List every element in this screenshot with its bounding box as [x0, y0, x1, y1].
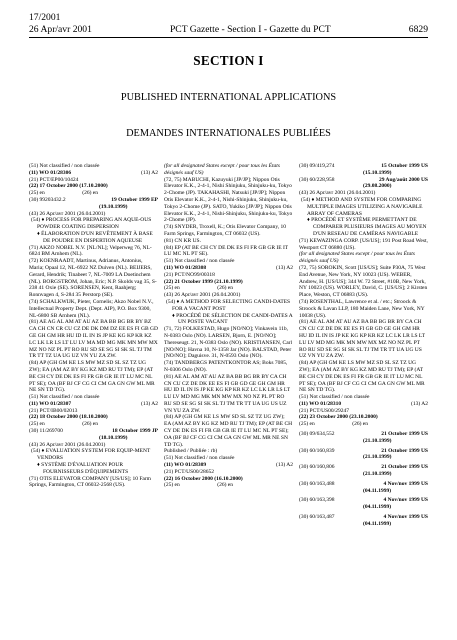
- issue-number: 17/2001: [29, 12, 61, 23]
- priority: (30) 09/419,274 15 October 1999 US: [299, 163, 428, 169]
- priority-date: (21.10.1999): [363, 454, 392, 461]
- inventors: (72, 75) SOROKIN, Scott [US/US]; Suite P30A, 75 West End Avenue, New York, NY 10023 (US). WEBER, Andrew, H. [US/US]; 344 W. 72 Street, #10B, New York, NY 10023 (US). WORLEY, David, C. [US/US]; 2 Kirsten Place, Weston, CT 06883 (US).: [299, 264, 428, 299]
- priority-date: (04.11.1999): [363, 487, 392, 494]
- applicant: (71) OTIS ELEVATOR COMPANY [US/US]; 10 Farm Springs, Farmington, CT 06032-2568 (US).: [29, 475, 151, 489]
- designation-note: (for all designated States except / pour tous les États désignés sauf US): [164, 163, 280, 176]
- priority: (30) 60/163,487 4 Nov/nov 1999 US: [299, 514, 428, 521]
- application-number: (21) PCT/IB00/02013: [29, 407, 78, 414]
- priority-date: (04.11.1999): [363, 504, 392, 511]
- applicant: (71) AKZO NOBEL N.V. [NL/NL]; Velperweg 76, NL-6824 BM Arnhem (NL).: [29, 244, 152, 258]
- priority-date: (29.08.2000): [363, 183, 392, 190]
- column-3: [299, 163, 428, 528]
- applicant: (71) KEWAZINGA CORP. [US/US]; 191 Post Road West, Westport CT 06880 (US).: [299, 237, 428, 251]
- classification: (51) Not classified / non classée: [164, 455, 235, 462]
- classification: (51) Not classified / non classée: [164, 258, 235, 265]
- priority-date: (21.10.1999): [363, 471, 392, 478]
- publication-date: (43) 26 Apr/avr 2001 (26.04.2001): [299, 190, 376, 197]
- priority-date: (21.10.1999): [363, 437, 392, 444]
- priority: (30) 60/160,839 21 October 1999 US: [299, 447, 428, 454]
- title-english: (54) ♦ METHOD AND SYSTEM FOR COMPARING MULTIPLE IMAGES UTILIZING A NAVIGABLE ARRAY OF CAMERAS: [301, 196, 423, 217]
- header-date: 26 Apr/avr 2001: [29, 24, 92, 35]
- priority: (30) 60/160,806 21 October 1999 US: [299, 464, 428, 471]
- application-number: (21) PCT/US00/29247: [299, 407, 349, 414]
- priority: (30) 99203432.2 19 October 1999 EP: [29, 196, 158, 203]
- priority-date: (15.10.1999): [363, 169, 392, 176]
- inventors: (72) KOENRAADT, Martinus, Adrianus, Antonius, Maria; Opaal 12, NL-6922 NZ Duiven (NL). BEIJERS, Gerard, Hendrik; Tinabeet 7, NL-7009 LA Doetinchem (NL). BORGSTROM, Johan, Eric; N.P. Skolds vag 35, S-238 41 Oxie (SE). SORENSEN, Kent, Raahjerg; Ronnvagen 4, S-284 35 Perstorp (SE).: [29, 258, 157, 299]
- languages: (25) en (26) en: [164, 285, 233, 292]
- application-number: (21) PCT/NO99/00318: [164, 271, 215, 278]
- application-number: (21) PCT/US00/28652: [164, 468, 214, 475]
- classification: (51) Not classified / non classée: [29, 394, 100, 401]
- filing-date: (22) 23 October 2000 (23.10.2000): [299, 414, 378, 421]
- priority-list: [299, 431, 428, 528]
- priority-date: (04.11.1999): [363, 520, 392, 527]
- filing-date: (22) 21 October 1999 (21.10.1999): [164, 278, 243, 285]
- languages: (25) en (26) en: [299, 421, 368, 428]
- publication-date: (43) 26 Apr/avr 2001 (26.04.2001): [164, 292, 241, 299]
- inventors: (72, 75) MABUCHI, Kazuyuki [JP/JP]; Nippon Otis Elevator K.K., 2-4-1, Nishi Shinjuku, Shinjuku-ku, Tokyo 2-Chome (JP). TAKAHASHI, Natsuki [JP/JP]; Nippon Otis Elevator K.K., 2-4-1, Nishi-Shinjuku, Shinjuku-ku, Tokyo 2-Chome (JP). SATO, Yukiko [JP/JP]; Nippon Otis Elevator K.K., 2-4-1, Nishi-Shinjuku, Shinjuku-ku, Tokyo 2-Chome (JP).: [164, 176, 293, 224]
- section-subtitle-french: DEMANDES INTERNATIONALES PUBLIÉES: [126, 128, 331, 139]
- languages: (25) en (26) en: [29, 421, 98, 428]
- header-page-number: 6829: [408, 24, 428, 35]
- section-subtitle-english: PUBLISHED INTERNATIONAL APPLICATIONS: [120, 92, 337, 103]
- priority: (30) 60/228,958 29 Aug/août 2000 US: [299, 176, 428, 183]
- publication-number: (11) WO 01/28306 (13) A2: [29, 169, 158, 176]
- designation-note: (for all designated States except / pour tous les États désignés sauf US): [299, 251, 415, 265]
- column-2: [164, 163, 293, 489]
- designated-states-regional: (84) AP (GH GM KE LS MW MZ SD SL SZ TZ UG ZW); EA (AM AZ BY KG KZ MD RU TJ TM); EP (AT BE CH CY DE DK ES FI FR GB GR IE IT LU MC NL PT SE); OA (BF BJ CF CG CI CM GA GN GW ML MR NE SN TD TG).: [29, 360, 155, 394]
- applicants-inventors: (71, 72) FOLKESTAD, Hugo [NO/NO]; Vinkavein 11b, N-0383 Oslo (NO). LARSEN, Bjorn, E. [NO/NO]; Thereseugt. 21, N-0383 Oslo (NO). KRISTIANSEN, Carl [NO/NO]; Havna 10, N-1358 Jar (NO). BALSTAD, Peter [NO/NO]; Daguisve. 31, N-0593 Oslo (NO).: [164, 326, 293, 360]
- title-french: ♦ SYSTÈME D'ÉVALUATION POUR FOURNISSEURS D'ÉQUIPEMENTS: [37, 462, 129, 475]
- publication-number: (11) WO 01/28309 (13) A2: [164, 462, 293, 469]
- publication-date: (43) 26 Apr/avr 2001 (26.04.2001): [29, 210, 106, 217]
- priority-date: (18.10.1999): [99, 434, 128, 441]
- designated-states-national: (81) CN KR US.: [164, 237, 201, 244]
- running-header: [29, 24, 428, 35]
- publication-date: (43) 26 Apr/avr 2001 (26.04.2001): [29, 441, 106, 448]
- title-english: (54) ♦ PROCESS FOR PREPARING AN AQUE-OUS POWDER COATING DISPERSION: [31, 217, 152, 231]
- designated-states-national: (81) AE AL AM AT AU AZ BA BB BG BR BY CA CH CN CU CZ DE DK EE ES FI GB GD GE GH GM HR HU ID IL IN IS JP KE KG KP KR KZ LC LK LR LS LT LU LV MD MG MK MN MW MX NO NZ PL PT RO RU SD SE SG SI SK SL TJ TM TR TT UA UG US UZ VN YU ZA ZW.: [164, 373, 291, 414]
- application-number: (21) PCT/EP00/10424: [29, 176, 79, 183]
- priority: (30) 11/269700 18 October 1999 JP: [29, 428, 158, 435]
- designated-states-regional: (84) AP (GH GM KE LS MW MZ SD SL SZ TZ UG ZW); EA (AM AZ BY KG KZ MD RU TJ TM); EP (AT BE CH CY DE DK ES FI FR GB GR IE IT LU MC NL PT SE); OA (BF BJ CF CG CI CM GA GN GW ML MR NE SN TD TG).: [299, 360, 425, 394]
- agent: (74) ROSENTHAL, Lawrence et al. / etc.; Stroock & Stroock & Lavan LLP, 180 Maiden Lane, New York, NY 10038 (US).: [299, 298, 425, 319]
- languages: (25) en (26) en: [164, 482, 233, 489]
- title-french: ♦ PROCÉDÉ DE SÉLECTION DE CANDI-DATES A UN POSTE VACANT: [172, 312, 293, 326]
- publication-number: (11) WO 01/28308 (13) A2: [164, 264, 293, 271]
- designated-states-national: (81) AE AL AM AT AU AZ BA BB BG BR BY CA CH CN CU CZ DE DK EE ES FI GB GD GE GH GM HR HU ID IL IN IS JP KE KG KP KR KZ LC LK LR LS LT LU LV MD MG MK MN MW MX MZ NO NZ PL PT RO RU SD SE SG SI SK SL TJ TM TR TT UA UG US UZ VN YU ZA ZW.: [299, 319, 426, 360]
- filing-date: (22) 16 October 2000 (16.10.2000): [164, 475, 243, 482]
- title-french: ♦ ÉLABORATION D'UN REVÊTEMENT À BASE DE POUDRE EN DISPERTION AQUEUSE: [37, 230, 153, 244]
- agent: (74) SNYDER, Troxell, K.; Otis Elevator Company, 10 Farm Springs, Farmington, CT 06032 (US).: [164, 224, 287, 237]
- designated-states-regional: (84) EP (AT BE CH CY DE DK ES FI FR GB GR IE IT LU MC NL PT SE).: [164, 244, 289, 258]
- languages: (25) en (26) en: [29, 190, 98, 197]
- filing-date: (22) 17 October 2000 (17.10.2000): [29, 183, 108, 190]
- header-gazette-title: PCT Gazette - Section I - Gazette du PCT: [169, 24, 331, 35]
- column-1: [29, 163, 158, 489]
- agent: (74) SCHALKWIJK, Pieter, Cornelis; Akzo Nobel N.V., Intellectual Property Dept. (Dept. AIP), P.O. Box 9300, NL-6800 SB Arnhem (NL).: [29, 298, 154, 319]
- designated-states-national: (81) AE AG AL AM AT AU AZ BA BB BG BR BY BZ CA CH CN CR CU CZ DE DK DM DZ EE ES FI GB GD GE GH GM HR HU ID IL IN IS JP KE KG KP KR KZ LC LK LR LS LT LU LV MA MD MG MK MN MW MX MZ NO NZ PL PT RO RU SD SE SG SI SK SL TJ TM TR TT TZ UA UG UZ VN YU ZA ZW.: [29, 319, 158, 360]
- title-english: (54) ♦ A METHOD FOR SELECTING CANDI-DATES FOR A VACANT POST: [166, 298, 291, 312]
- section-title: SECTION I: [193, 53, 264, 68]
- priority: (30) 60/163,488 4 Nov/nov 1999 US: [299, 480, 428, 487]
- agent: (74) TANDBERGS PATENTKONTOR AS; Boks 7085, N-0306 Oslo (NO).: [164, 360, 288, 373]
- title-english: (54) ♦ EVALUATION SYSTEM FOR EQUIP-MENT VENDORS: [31, 448, 151, 462]
- publication-number: (11) WO 01/28310 (13) A2: [299, 400, 428, 407]
- published-note: Published / Publiée : rb): [164, 448, 218, 455]
- header-rule: [29, 37, 428, 38]
- classification: (51) Not classified / non classée: [299, 394, 370, 401]
- title-french: ♦ PROCÉDÉ ET SYSTÈME PERMETTANT DE COMPARER PLUSIEURS IMAGES AU MOYEN D'UN RESEAU DE CAMÉRAS NAVIGABLE: [307, 217, 427, 237]
- priority-date: (19.10.1999): [99, 203, 128, 210]
- priority: (30) 09/634,552 21 October 1999 US: [299, 431, 428, 438]
- priority: (30) 60/163,398 4 Nov/nov 1999 US: [299, 497, 428, 504]
- filing-date: (22) 18 October 2000 (18.10.2000): [29, 414, 108, 421]
- publication-number: (11) WO 01/28307 (13) A2: [29, 400, 158, 407]
- classification: (51) Not classified / non classée: [29, 163, 100, 169]
- designated-states-regional: (84) AP (GH GM KE LS MW SD SL SZ TZ UG ZW); EA (AM AZ BY KG KZ MD RU TJ TM); EP (AT BE CH CY DE DK ES FI FR GB GR IE IT LU MC NL PT SE); OA (BF BJ CF CG CI CM GA GN GW ML MR NE SN TD TG).: [164, 414, 293, 448]
